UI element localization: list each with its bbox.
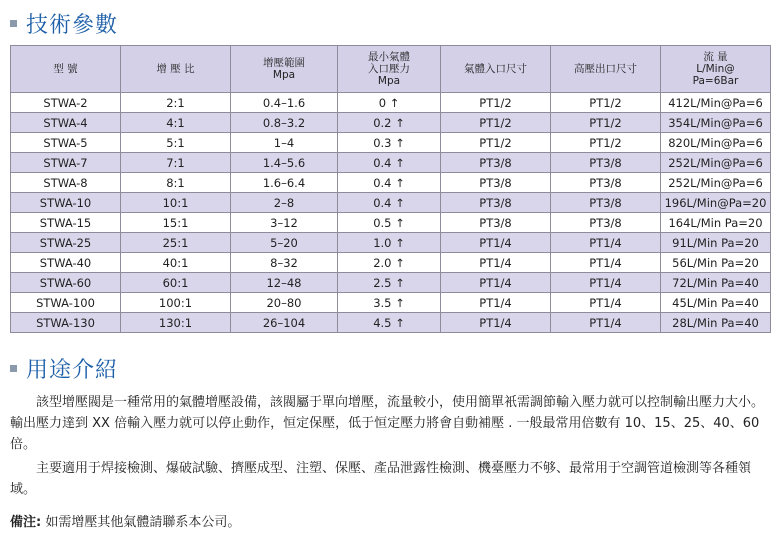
table-cell: STWA-4 (11, 113, 121, 133)
table-row (11, 153, 771, 173)
note-text: 如需增壓其他氣體請聯系本公司。 (41, 515, 241, 530)
table-cell: 20–80 (231, 293, 338, 313)
table-cell: PT3/8 (551, 193, 661, 213)
table-cell: STWA-10 (11, 193, 121, 213)
table-cell: 5–20 (231, 233, 338, 253)
section-title-usage (10, 353, 118, 384)
table-row (11, 293, 771, 313)
table-cell: STWA-25 (11, 233, 121, 253)
table-cell: STWA-130 (11, 313, 121, 333)
table-cell: 8–32 (231, 253, 338, 273)
table-cell: PT3/8 (551, 173, 661, 193)
table-cell: PT1/4 (551, 253, 661, 273)
table-cell: 28L/Min Pa=40 (661, 313, 771, 333)
column-header: 氣體入口尺寸 (441, 46, 551, 93)
usage-paragraph-1: 該型增壓閥是一種常用的氣體增壓設備，該閥屬于單向增壓，流量較小，使用簡單衹需調節輸入壓力就可以控制輸出壓力大小。輸出壓力達到 XX 倍輸入壓力就可以停止動作，恒定保壓，低于恒定壓力將會自動補壓 . 一般最常用倍數有 10、15、25、40、60 倍。 (10, 395, 765, 452)
table-cell: STWA-15 (11, 213, 121, 233)
table-cell: PT3/8 (441, 213, 551, 233)
table-cell: 1.6–6.4 (231, 173, 338, 193)
table-cell: 26–104 (231, 313, 338, 333)
table-cell: 100:1 (121, 293, 231, 313)
table-cell: PT1/2 (551, 133, 661, 153)
table-cell: STWA-100 (11, 293, 121, 313)
table-row (11, 233, 771, 253)
table-cell: PT1/2 (441, 113, 551, 133)
bullet-square-icon (10, 20, 17, 27)
table-cell: 820L/Min@Pa=6 (661, 133, 771, 153)
table-cell: PT1/4 (441, 233, 551, 253)
table-cell: 60:1 (121, 273, 231, 293)
table-cell: STWA-7 (11, 153, 121, 173)
table-cell: 1.0 ↑ (338, 233, 441, 253)
table-row (11, 93, 771, 113)
column-header: 增 壓 比 (121, 46, 231, 93)
table-cell: PT3/8 (441, 153, 551, 173)
table-cell: PT1/4 (551, 273, 661, 293)
spec-table (10, 45, 771, 333)
table-body (11, 93, 771, 333)
table-cell: 0.5 ↑ (338, 213, 441, 233)
table-cell: 7:1 (121, 153, 231, 173)
table-cell: 91L/Min Pa=20 (661, 233, 771, 253)
table-cell: 4.5 ↑ (338, 313, 441, 333)
table-row (11, 253, 771, 273)
table-cell: STWA-2 (11, 93, 121, 113)
table-cell: 45L/Min Pa=40 (661, 293, 771, 313)
section-title-text: 技術參數 (26, 13, 119, 38)
table-cell: 15:1 (121, 213, 231, 233)
table-cell: 0.4–1.6 (231, 93, 338, 113)
table-cell: 8:1 (121, 173, 231, 193)
table-cell: 130:1 (121, 313, 231, 333)
table-cell: 0.4 ↑ (338, 153, 441, 173)
table-cell: 72L/Min Pa=40 (661, 273, 771, 293)
table-cell: PT1/2 (441, 133, 551, 153)
table-row (11, 193, 771, 213)
section-title-text: 用途介紹 (26, 358, 119, 383)
table-row (11, 113, 771, 133)
table-cell: STWA-5 (11, 133, 121, 153)
column-header: 最小氣體 入口壓力 Mpa (338, 46, 441, 93)
table-cell: 56L/Min Pa=20 (661, 253, 771, 273)
table-cell: 2.5 ↑ (338, 273, 441, 293)
note (10, 512, 772, 533)
table-cell: STWA-60 (11, 273, 121, 293)
column-header: 流 量 L/Min@ Pa=6Bar (661, 46, 771, 93)
table-cell: 1–4 (231, 133, 338, 153)
table-cell: 0.4 ↑ (338, 173, 441, 193)
table-cell: PT1/2 (551, 93, 661, 113)
table-header-row (11, 46, 771, 93)
table-cell: 0.4 ↑ (338, 193, 441, 213)
table-cell: 0.2 ↑ (338, 113, 441, 133)
table-cell: PT1/2 (551, 113, 661, 133)
bullet-square-icon (10, 365, 17, 372)
table-cell: 3.5 ↑ (338, 293, 441, 313)
section-title-specs (10, 8, 118, 39)
table-cell: 252L/Min@Pa=6 (661, 173, 771, 193)
table-cell: STWA-40 (11, 253, 121, 273)
table-cell: 354L/Min@Pa=6 (661, 113, 771, 133)
table-cell: 10:1 (121, 193, 231, 213)
table-cell: 0 ↑ (338, 93, 441, 113)
column-header: 型 號 (11, 46, 121, 93)
table-cell: 0.3 ↑ (338, 133, 441, 153)
note-label: 備注: (10, 515, 42, 530)
table-cell: PT1/4 (441, 253, 551, 273)
table-cell: 5:1 (121, 133, 231, 153)
table-cell: PT1/4 (441, 293, 551, 313)
table-cell: 3–12 (231, 213, 338, 233)
table-cell: STWA-8 (11, 173, 121, 193)
column-header: 增壓範圍 Mpa (231, 46, 338, 93)
table-cell: 2:1 (121, 93, 231, 113)
table-cell: PT1/4 (441, 313, 551, 333)
table-row (11, 273, 771, 293)
column-header: 高壓出口尺寸 (551, 46, 661, 93)
table-row (11, 133, 771, 153)
table-cell: 12–48 (231, 273, 338, 293)
table-cell: PT3/8 (441, 173, 551, 193)
table-cell: PT3/8 (551, 213, 661, 233)
table-cell: 164L/Min Pa=20 (661, 213, 771, 233)
table-cell: 4:1 (121, 113, 231, 133)
table-cell: PT1/4 (441, 273, 551, 293)
table-cell: 412L/Min@Pa=6 (661, 93, 771, 113)
table-cell: 2–8 (231, 193, 338, 213)
table-row (11, 313, 771, 333)
table-cell: 252L/Min@Pa=6 (661, 153, 771, 173)
usage-paragraph-2: 主要適用于焊接檢測、爆破試驗、擠壓成型、注塑、保壓、產品泄露性檢測、機臺壓力不够、最常用于空調管道檢測等各種領域。 (10, 461, 752, 497)
table-cell: 2.0 ↑ (338, 253, 441, 273)
table-row (11, 173, 771, 193)
table-cell: PT1/4 (551, 293, 661, 313)
table-cell: PT3/8 (441, 193, 551, 213)
table-cell: 1.4–5.6 (231, 153, 338, 173)
table-cell: PT1/2 (441, 93, 551, 113)
table-cell: PT3/8 (551, 153, 661, 173)
table-cell: 40:1 (121, 253, 231, 273)
table-cell: 196L/Min@Pa=20 (661, 193, 771, 213)
table-cell: 25:1 (121, 233, 231, 253)
table-cell: 0.8–3.2 (231, 113, 338, 133)
table-row (11, 213, 771, 233)
table-cell: PT1/4 (551, 313, 661, 333)
table-cell: PT1/4 (551, 233, 661, 253)
